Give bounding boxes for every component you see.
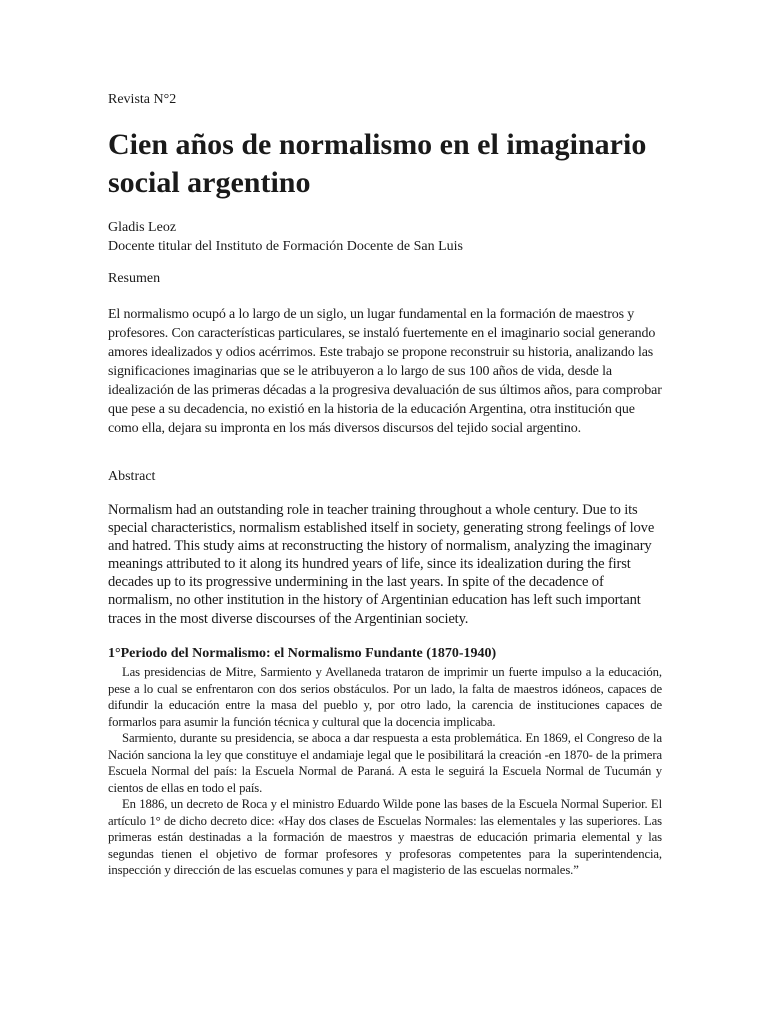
author-name: Gladis Leoz (108, 220, 177, 235)
body-paragraph: En 1886, un decreto de Roca y el ministro Eduardo Wilde pone las bases de la Escuela Normal Superior. El artículo 1° de dicho decreto dice: «Hay dos clases de Escuelas Normales: las elementales y las superiores. Las primeras están destinadas a la formación de maestros y maestras de educación primaria elemental y las segundas tienen el objetivo de formar profesores y profesoras competentes para la superintendencia, inspección y dirección de las escuelas comunes y para el magisterio de las escuelas normales.” (108, 797, 662, 877)
body-paragraph: Sarmiento, durante su presidencia, se aboca a dar respuesta a esta problemática. En 1869, el Congreso de la Nación sanciona la ley que constituye el andamiaje legal que le posibilitará la creación -en 1870- de la primera Escuela Normal del país: la Escuela Normal de Paraná. A esta le seguirá la Escuela Normal de Tucumán y cientos de ellas en todo el país. (108, 731, 662, 795)
article-title: Cien años de normalismo en el imaginario social argentino (108, 128, 647, 199)
section-heading: 1°Periodo del Normalismo: el Normalismo Fundante (1870-1940) (108, 646, 497, 661)
body-paragraph: Las presidencias de Mitre, Sarmiento y Avellaneda trataron de imprimir un fuerte impulso a la educación, pese a lo cual se enfrentaron con dos serios obstáculos. Por un lado, la falta de maestros idóneos, capaces de difundir la educación entre la masa del pueblo y, por otro lado, la carencia de instituciones capaces de formarlos para asumir la función técnica y cultural que la docencia implicaba. (108, 665, 662, 729)
author-block (108, 218, 463, 256)
journal-issue: Revista N°2 (108, 92, 177, 107)
abstract-heading: Abstract (108, 469, 156, 484)
author-affiliation: Docente titular del Instituto de Formación Docente de San Luis (108, 239, 463, 254)
resumen-heading: Resumen (108, 271, 161, 286)
abstract-text: Normalism had an outstanding role in teacher training throughout a whole century. Due to its special characteristics, normalism established itself in society, generating strong feelings of love and hatred. This study aims at reconstructing the history of normalism, analyzing the imaginary meanings attributed to it along its hundred years of life, since its idealization during the first decades up to its progressive undermining in the last years. In spite of the decadence of normalism, no other institution in the history of Argentinian education has left such important traces in the most diverse discourses of the Argentinian society. (108, 502, 655, 627)
section-body (108, 664, 662, 879)
resumen-text: El normalismo ocupó a lo largo de un siglo, un lugar fundamental en la formación de maestros y profesores. Con características particulares, se instaló fuertemente en el imaginario social generando amores idealizados y odios acérrimos. Este trabajo se propone reconstruir su historia, analizando las significaciones imaginarias que se le atribuyeron a lo largo de sus 100 años de vida, desde la idealización de las primeras décadas a la progresiva devaluación de sus últimos años, para comprobar que pese a su decadencia, no existió en la historia de la educación Argentina, otra institución que como ella, dejara su impronta en los más diversos discursos del tejido social argentino. (108, 307, 662, 436)
